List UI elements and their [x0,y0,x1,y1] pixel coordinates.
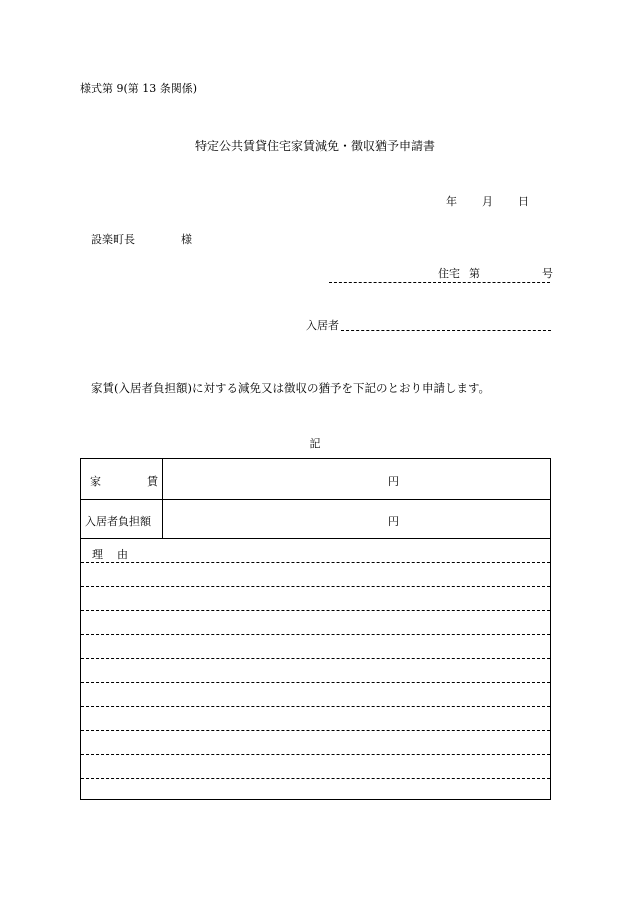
housing-number-label: 第 [469,267,480,280]
burden-row [81,499,550,539]
reason-line[interactable] [81,658,550,659]
application-statement: 家賃(入居者負担額)に対する減免又は徴収の猶予を下記のとおり申請します。 [91,381,491,395]
burden-label: 入居者負担額 [85,515,151,528]
reason-line[interactable] [81,778,550,779]
details-table [80,458,551,800]
date-day-label: 日 [518,195,529,208]
date-month-label: 月 [482,195,493,208]
reason-line[interactable] [81,586,550,587]
resident-name-field[interactable] [341,316,551,331]
housing-number-suffix: 号 [542,267,553,280]
rent-row [81,459,550,500]
reason-line[interactable] [81,730,550,731]
rent-label-char-1: 家 [90,475,101,488]
reason-line[interactable] [81,634,550,635]
burden-amount-field[interactable] [163,499,550,538]
reason-line[interactable] [81,706,550,707]
reason-label [92,546,128,562]
addressee [91,231,192,247]
housing-label: 住宅 [438,267,460,280]
reason-label-char-1: 理 [92,548,103,561]
ki-heading: 記 [309,437,321,450]
rent-label-char-2: 賃 [147,475,158,488]
addressee-name: 設楽町長 [91,233,135,246]
form-number: 様式第 9(第 13 条関係) [80,82,198,95]
reason-line[interactable] [81,682,550,683]
rent-label-cell [81,459,163,499]
reason-line[interactable] [81,562,550,563]
addressee-honorific: 様 [181,233,192,246]
date-year-label: 年 [446,195,457,208]
burden-label-cell [81,499,163,538]
reason-line[interactable] [81,754,550,755]
form-title: 特定公共賃貸住宅家賃減免・徴収猶予申請書 [194,139,435,153]
rent-yen-unit: 円 [388,475,399,488]
rent-amount-field[interactable] [163,459,550,499]
date-row [446,193,529,209]
burden-yen-unit: 円 [388,515,399,528]
reason-line[interactable] [81,610,550,611]
reason-label-char-2: 由 [117,548,128,561]
resident-label: 入居者 [306,319,339,332]
